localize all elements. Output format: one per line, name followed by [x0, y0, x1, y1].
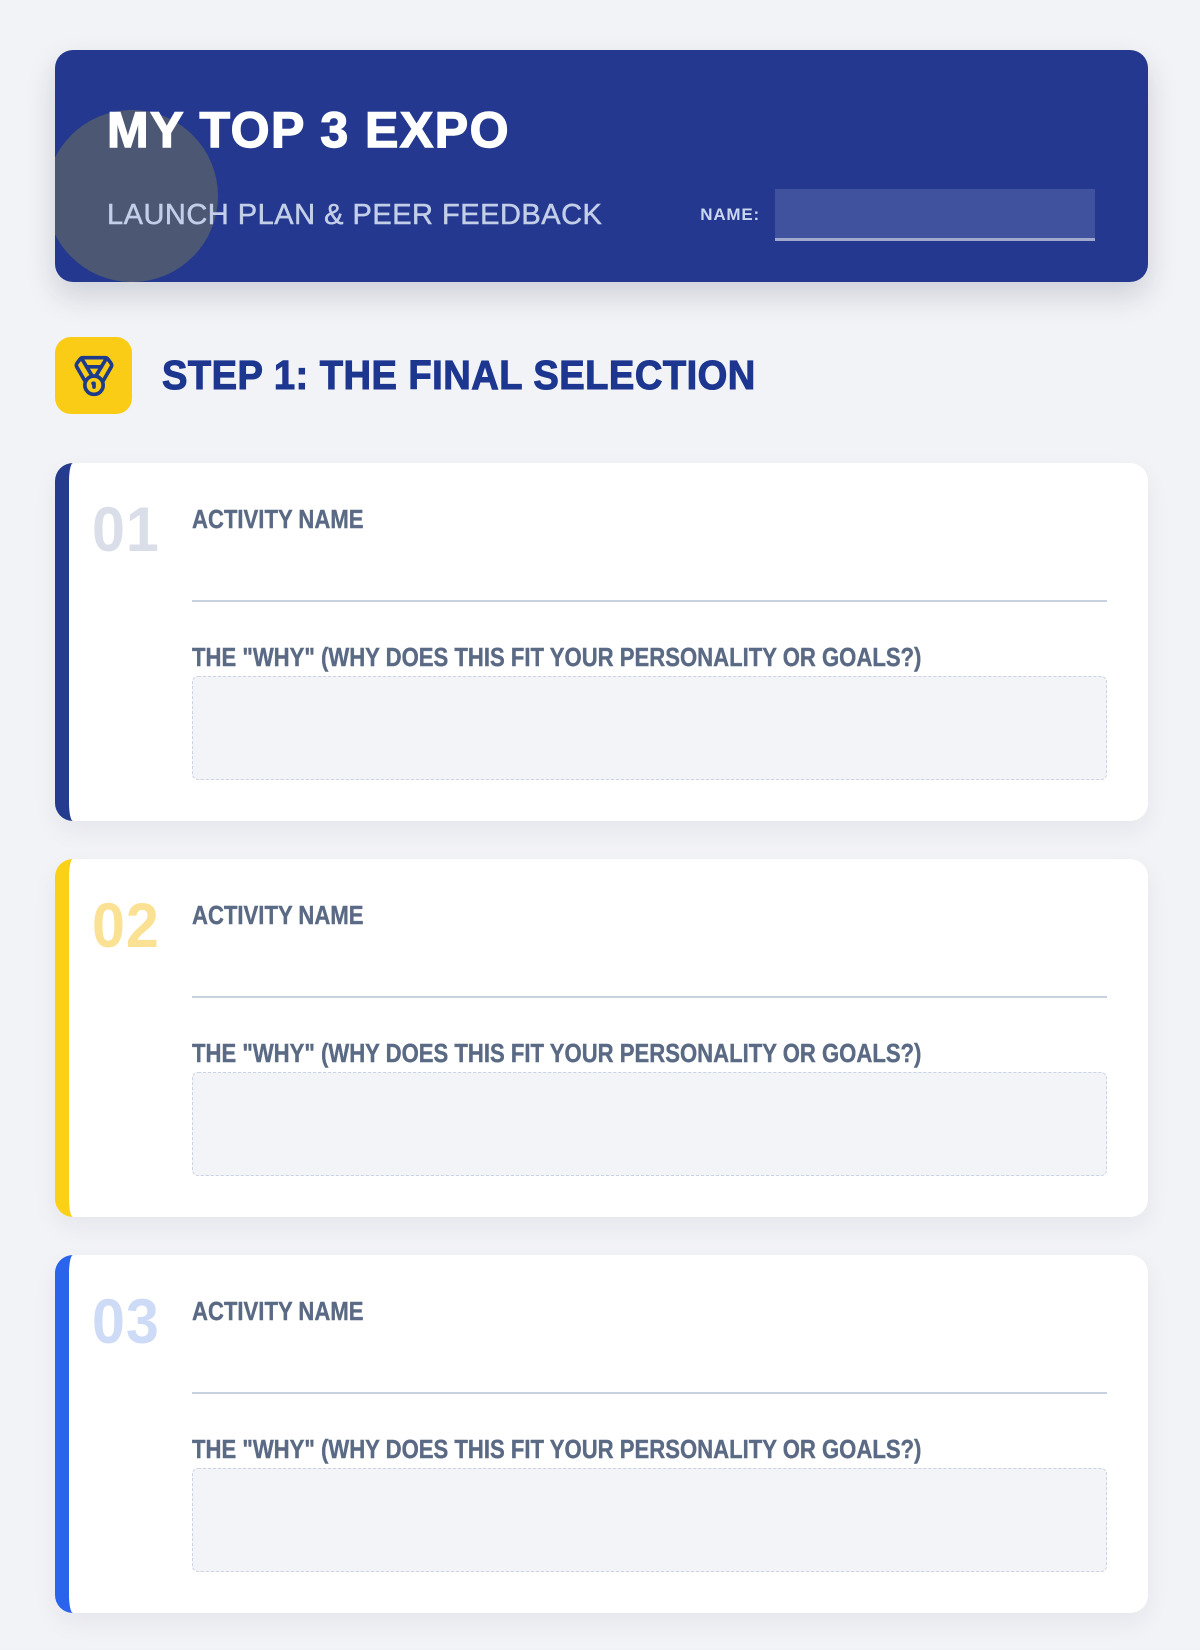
activity-name-input[interactable] [192, 532, 1107, 602]
activity-name-label: ACTIVITY NAME [192, 1296, 364, 1326]
step-1-heading [55, 337, 1148, 414]
card-number: 03 [92, 1287, 160, 1357]
step-title: STEP 1: THE FINAL SELECTION [162, 352, 756, 398]
activity-name-label: ACTIVITY NAME [192, 504, 364, 534]
why-textarea[interactable] [192, 1072, 1107, 1176]
card-number: 02 [92, 891, 160, 961]
name-label: NAME: [700, 205, 760, 224]
activity-card-3 [55, 1255, 1148, 1613]
header-row [107, 189, 1095, 241]
name-input[interactable] [775, 189, 1095, 241]
why-label: THE "WHY" (WHY DOES THIS FIT YOUR PERSONALITY OR GOALS?) [192, 642, 922, 672]
why-label: THE "WHY" (WHY DOES THIS FIT YOUR PERSONALITY OR GOALS?) [192, 1434, 922, 1464]
card-content [69, 463, 1148, 780]
why-textarea[interactable] [192, 676, 1107, 780]
medal-icon [55, 337, 132, 414]
card-content [69, 859, 1148, 1176]
page-title: MY TOP 3 EXPO [107, 102, 510, 158]
activity-card-2 [55, 859, 1148, 1217]
worksheet-page [55, 50, 1148, 1613]
header-content [55, 50, 1148, 241]
why-label: THE "WHY" (WHY DOES THIS FIT YOUR PERSONALITY OR GOALS?) [192, 1038, 922, 1068]
page-subtitle: LAUNCH PLAN & PEER FEEDBACK [107, 198, 603, 231]
why-textarea[interactable] [192, 1468, 1107, 1572]
card-number: 01 [92, 495, 160, 565]
card-content [69, 1255, 1148, 1572]
activity-card-1 [55, 463, 1148, 821]
activity-name-label: ACTIVITY NAME [192, 900, 364, 930]
activity-name-input[interactable] [192, 1324, 1107, 1394]
worksheet-header [55, 50, 1148, 282]
name-field-group [700, 189, 1095, 241]
activity-name-input[interactable] [192, 928, 1107, 998]
